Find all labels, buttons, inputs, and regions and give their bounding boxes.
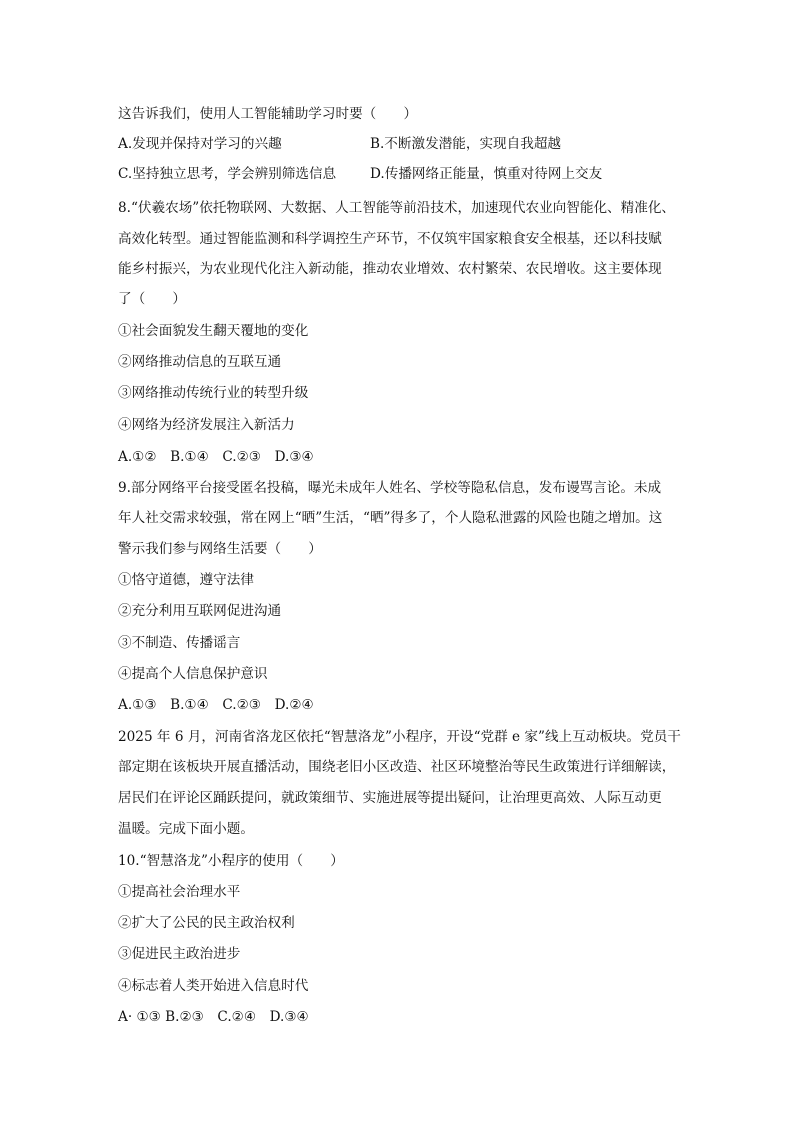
q10-stem: 10.“智慧洛龙”小程序的使用（ ）: [118, 853, 344, 869]
q10-answers: A· ①③ B.②③ C.②④ D.③④: [118, 1009, 309, 1025]
q9-stem-line-3: 警示我们参与网络生活要（ ）: [118, 541, 322, 557]
q8-item-2: ②网络推动信息的互联互通: [118, 354, 282, 370]
q10-item-3: ③促进民主政治进步: [118, 946, 241, 962]
q9-item-2: ②充分利用互联网促进沟通: [118, 603, 282, 619]
q9-item-3: ③不制造、传播谣言: [118, 635, 241, 651]
q9-item-4: ④提高个人信息保护意识: [118, 666, 268, 682]
q10-item-4: ④标志着人类开始进入信息时代: [118, 978, 309, 994]
q10-item-2: ②扩大了公民的民主政治权利: [118, 915, 295, 931]
q9-answers: A.①③ B.①④ C.②③ D.②④: [118, 697, 314, 713]
q8-stem-line-1: 8.“伏羲农场”依托物联网、大数据、人工智能等前沿技术，加速现代农业向智能化、精准化、: [118, 200, 676, 216]
q8-item-1: ①社会面貌发生翻天覆地的变化: [118, 323, 309, 339]
passage-line-3: 居民们在评论区踊跃提问，就政策细节、实施进展等提出疑问，让治理更高效、人际互动更: [118, 790, 662, 806]
q7-option-c: C.坚持独立思考，学会辨别筛选信息: [118, 166, 337, 182]
q7-stem: 这告诉我们，使用人工智能辅助学习时要（ ）: [118, 106, 418, 122]
q9-stem-line-1: 9.部分网络平台接受匿名投稿，曝光未成年人姓名、学校等隐私信息，发布谩骂言论。未成: [118, 480, 662, 496]
q8-stem-line-3: 能乡村振兴，为农业现代化注入新动能，推动农业增效、农村繁荣、农民增收。这主要体现: [118, 261, 662, 277]
q8-answers: A.①② B.①④ C.②③ D.③④: [118, 449, 314, 465]
q7-option-b: B.不断激发潜能，实现自我超越: [370, 136, 562, 152]
passage-line-1: 2025 年 6 月，河南省洛龙区依托“智慧洛龙”小程序，开设“党群 e 家”线上互动板块。党员干: [118, 729, 681, 745]
q7-option-a: A.发现并保持对学习的兴趣: [118, 136, 282, 152]
q8-stem-line-4: 了（ ）: [118, 291, 186, 307]
q7-options-row-1: [118, 133, 678, 155]
q8-item-3: ③网络推动传统行业的转型升级: [118, 385, 309, 401]
q8-item-4: ④网络为经济发展注入新活力: [118, 417, 295, 433]
q9-item-1: ①恪守道德，遵守法律: [118, 572, 254, 588]
passage-line-2: 部定期在该板块开展直播活动，围绕老旧小区改造、社区环境整治等民生政策进行详细解读，: [118, 759, 676, 775]
q7-option-d: D.传播网络正能量，慎重对待网上交友: [370, 166, 603, 182]
q7-options-row-2: [118, 163, 678, 185]
passage-line-4: 温暖。完成下面小题。: [118, 821, 254, 837]
q8-stem-line-2: 高效化转型。通过智能监测和科学调控生产环节，不仅筑牢国家粮食安全根基，还以科技赋: [118, 231, 662, 247]
q9-stem-line-2: 年人社交需求较强，常在网上“晒”生活，“晒”得多了，个人隐私泄露的风险也随之增加。这: [118, 510, 663, 526]
q10-item-1: ①提高社会治理水平: [118, 884, 241, 900]
